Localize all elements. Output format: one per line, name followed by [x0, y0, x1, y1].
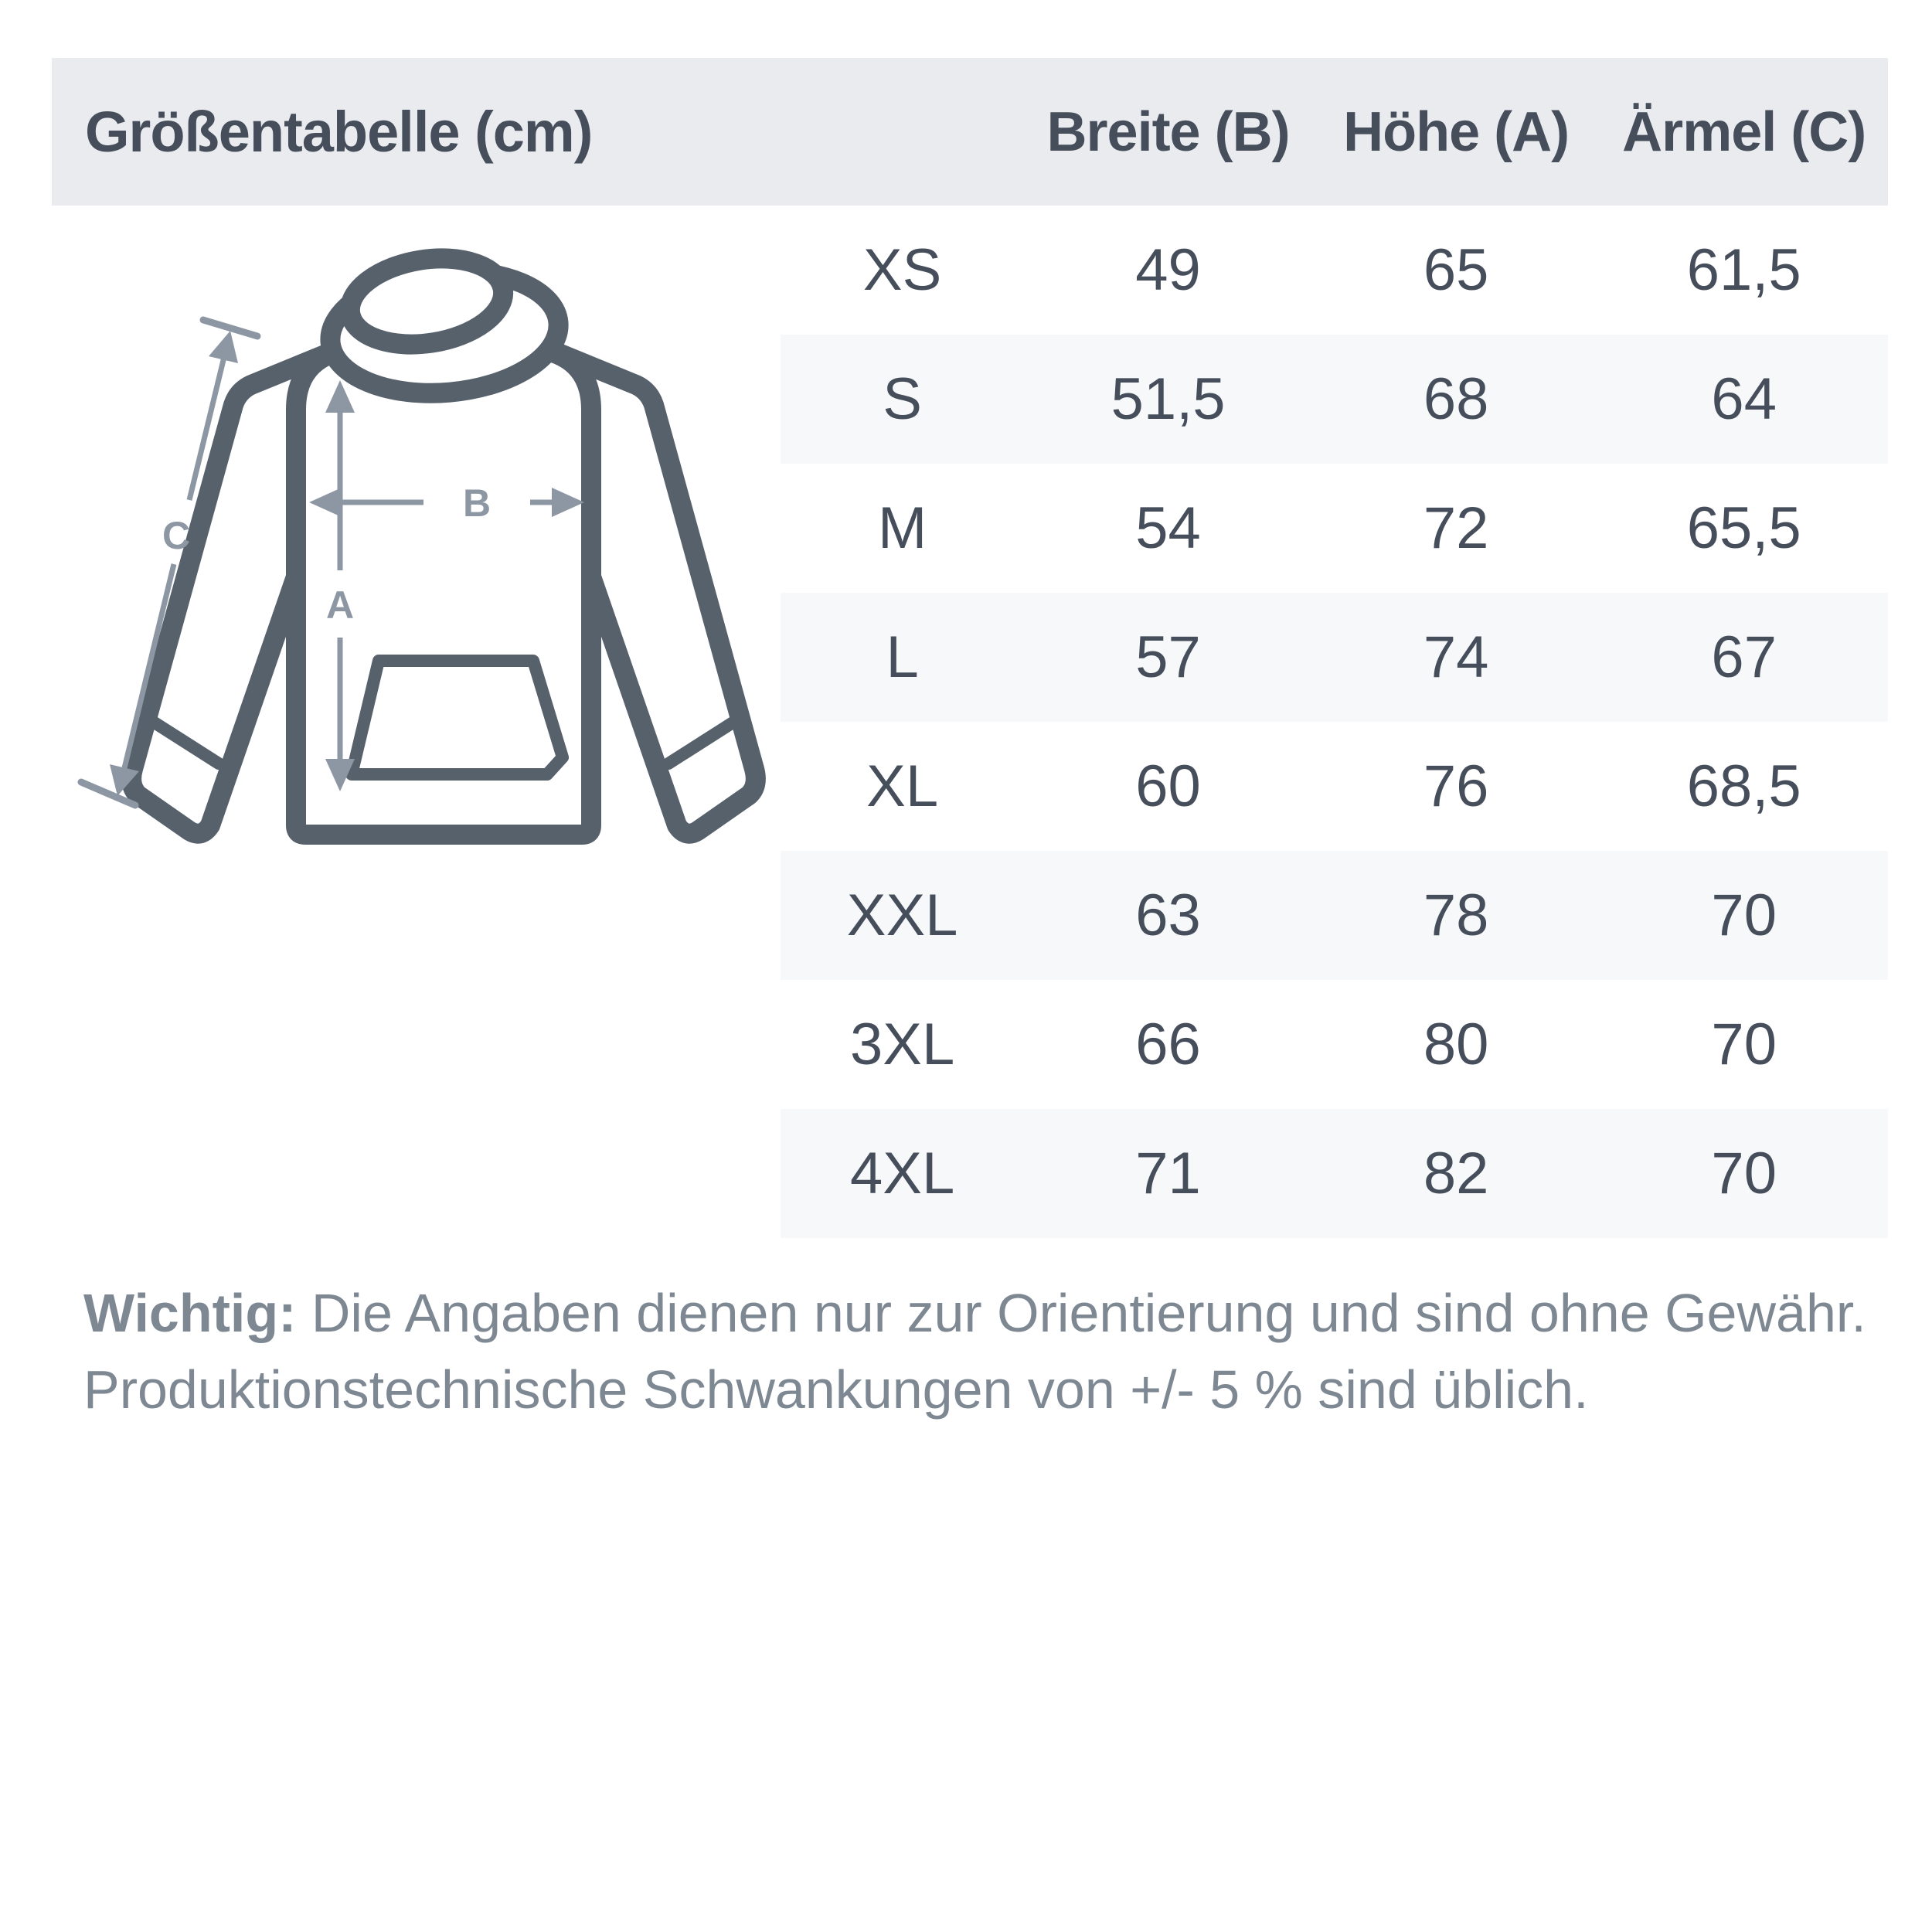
header-band	[52, 58, 1888, 206]
breite-cell: 51,5	[1111, 366, 1226, 432]
hoehe-cell: 80	[1423, 1012, 1489, 1077]
hoehe-cell: 72	[1423, 495, 1489, 561]
aermel-cell: 67	[1711, 624, 1777, 690]
hoehe-cell: 76	[1423, 753, 1489, 819]
table-row	[781, 851, 1888, 980]
aermel-cell: 61,5	[1686, 237, 1801, 303]
aermel-cell: 68,5	[1686, 753, 1801, 819]
size-cell: M	[877, 495, 927, 561]
breite-cell: 57	[1135, 624, 1201, 690]
hoodie-illustration	[62, 216, 796, 896]
breite-cell: 66	[1135, 1012, 1201, 1077]
table-row	[781, 1109, 1888, 1238]
hoodie-diagram	[62, 216, 796, 896]
aermel-cell: 70	[1711, 883, 1777, 948]
measure-b-label: B	[462, 481, 492, 525]
size-cell: S	[883, 366, 922, 432]
breite-cell: 63	[1135, 883, 1201, 948]
footer-note-line2: Produktionstechnische Schwankungen von +/- 5 % sind üblich.	[83, 1359, 1589, 1420]
aermel-cell: 70	[1711, 1012, 1777, 1077]
table-row	[781, 464, 1888, 593]
hoehe-cell: 82	[1423, 1141, 1489, 1206]
table-row	[781, 335, 1888, 464]
breite-cell: 60	[1135, 753, 1201, 819]
table-row	[781, 593, 1888, 722]
table-row	[781, 722, 1888, 851]
size-cell: L	[886, 624, 919, 690]
hoehe-cell: 74	[1423, 624, 1489, 690]
aermel-cell: 64	[1711, 366, 1777, 432]
column-header-hoehe: Höhe (A)	[1343, 100, 1570, 163]
hoehe-cell: 65	[1423, 237, 1489, 303]
footer-note-line1: Die Angaben dienen nur zur Orientierung und sind ohne Gewähr.	[296, 1283, 1866, 1343]
size-cell: 3XL	[850, 1012, 955, 1077]
size-cell: XXL	[846, 883, 958, 948]
hoehe-cell: 78	[1423, 883, 1489, 948]
footer-note-bold: Wichtig:	[83, 1283, 297, 1343]
size-cell: 4XL	[850, 1141, 955, 1206]
page-title: Größentabelle (cm)	[85, 100, 593, 164]
hoodie-pocket	[352, 661, 563, 774]
column-header-aermel: Ärmel (C)	[1622, 100, 1866, 163]
breite-cell: 54	[1135, 495, 1201, 561]
size-table	[781, 206, 1888, 1238]
measure-c-label: C	[162, 514, 191, 557]
breite-cell: 49	[1135, 237, 1201, 303]
size-cell: XS	[862, 237, 942, 303]
table-row	[781, 980, 1888, 1109]
footer-note	[83, 1275, 1876, 1428]
hoehe-cell: 68	[1423, 366, 1489, 432]
column-header-breite: Breite (B)	[1046, 100, 1290, 163]
measure-a-label: A	[325, 583, 355, 627]
aermel-cell: 70	[1711, 1141, 1777, 1206]
table-row	[781, 206, 1888, 335]
aermel-cell: 65,5	[1686, 495, 1801, 561]
breite-cell: 71	[1135, 1141, 1201, 1206]
column-headers	[781, 58, 1888, 206]
measure-c-arrowhead-top	[209, 331, 238, 363]
size-cell: XL	[866, 753, 939, 819]
